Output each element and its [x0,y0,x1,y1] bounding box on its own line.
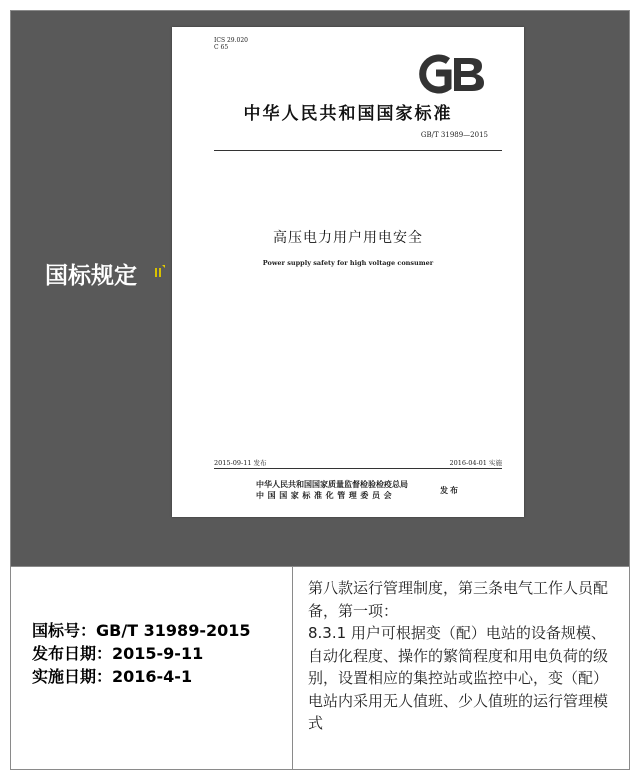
release-date: 发布日期：2015-9-11 [32,644,204,663]
standard-number: 国标号：GB/T 31989-2015 [32,621,251,640]
clause-body: 8.3.1 用户可根据变（配）电站的设备规模、自动化程度、操作的繁简程度和用电负荷的级别，设置相应的集控站或监控中心，变（配）电站内采用无人值班、少人值班的运行管理模式 [308,624,609,732]
clause-description [308,577,620,735]
clause-heading: 第八款运行管理制度，第三条电气工作人员配备，第一项： [308,579,609,620]
issuer [256,479,408,501]
cover-label: 国标规定 [45,263,137,289]
cover-panel [11,11,629,566]
cursor-icon [154,264,166,278]
cover-implement-date: 2016-04-01 实施 [449,459,502,467]
divider [214,150,502,151]
standard-cover-image [172,27,524,517]
standard-info [32,619,251,688]
divider [214,468,502,469]
document-title-cn: 高压电力用户用电安全 [273,230,423,246]
issuer-note: 发布 [440,485,460,495]
implement-date: 实施日期：2016-4-1 [32,667,193,686]
ics-code: ICS 29.020 C 65 [214,37,248,51]
standard-code: GB/T 31989—2015 [420,131,488,139]
gb-logo-icon [414,53,488,95]
content-frame [10,10,630,770]
standard-title: 中华人民共和国国家标准 [243,104,453,124]
table-divider [11,566,629,567]
cover-release-date: 2015-09-11 发布 [214,459,267,467]
issuer-line-2: 中国国家标准化管理委员会 [256,490,396,500]
column-divider [292,567,293,770]
document-title-en: Power supply safety for high voltage consumer [262,259,434,267]
issuer-line-1: 中华人民共和国国家质量监督检验检疫总局 [256,479,408,489]
